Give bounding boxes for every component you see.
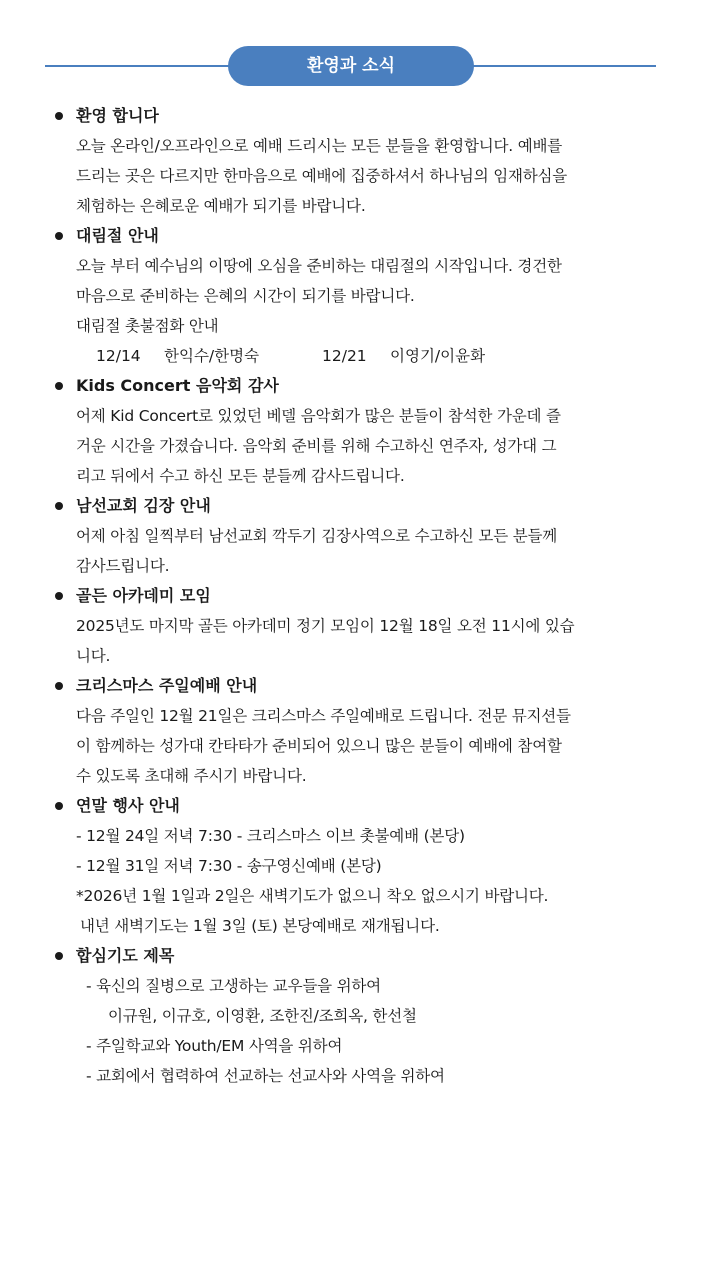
body-line: - 육신의 질병으로 고생하는 교우들을 위하여 (86, 977, 381, 995)
bullet-icon (55, 112, 63, 120)
body-line: 니다. (76, 647, 111, 665)
body-line: 드리는 곳은 다르지만 한마음으로 예배에 집중하셔서 하나님의 임재하심을 (76, 167, 568, 185)
body-line: 감사드립니다. (76, 557, 170, 575)
body-line: 어제 Kid Concert로 있었던 베델 음악회가 많은 분들이 참석한 가운데 즐 (76, 407, 561, 425)
section-golden-academy (52, 581, 672, 671)
section-title: 환영 합니다 (52, 101, 672, 131)
section-title: 대림절 안내 (52, 221, 672, 251)
header-rule-right (455, 65, 656, 67)
candle-schedule (52, 341, 672, 371)
section-year-end-events (52, 791, 672, 941)
section-kids-concert (52, 371, 672, 491)
bullet-icon (55, 502, 63, 510)
body-line: - 12월 31일 저녁 7:30 - 송구영신예배 (본당) (76, 857, 382, 875)
bullet-icon (55, 592, 63, 600)
header-rule-left (45, 65, 245, 67)
body-line: 마음으로 준비하는 은혜의 시간이 되기를 바랍니다. (76, 287, 415, 305)
body-line: 체험하는 은혜로운 예배가 되기를 바랍니다. (76, 197, 366, 215)
section-title: 합심기도 제목 (52, 941, 672, 971)
schedule-date: 12/14 (96, 347, 141, 365)
bullet-icon (55, 382, 63, 390)
schedule-names: 이영기/이윤화 (390, 347, 486, 365)
body-line: 거운 시간을 가졌습니다. 음악회 준비를 위해 수고하신 연주자, 성가대 그 (76, 437, 557, 455)
section-title: 크리스마스 주일예배 안내 (52, 671, 672, 701)
body-line: 내년 새벽기도는 1월 3일 (토) 본당예배로 재개됩니다. (80, 917, 440, 935)
body-line: 어제 아침 일찍부터 남선교회 깍두기 김장사역으로 수고하신 모든 분들께 (76, 527, 558, 545)
section-welcome (52, 101, 672, 221)
body-line: 다음 주일인 12월 21일은 크리스마스 주일예배로 드립니다. 전문 뮤지션들 (76, 707, 571, 725)
schedule-date: 12/21 (322, 347, 367, 365)
section-title: 연말 행사 안내 (52, 791, 672, 821)
body-line: 리고 뒤에서 수고 하신 모든 분들께 감사드립니다. (76, 467, 405, 485)
body-line: 이규원, 이규호, 이영환, 조한진/조희옥, 한선철 (108, 1007, 417, 1025)
section-title: 골든 아카데미 모임 (52, 581, 672, 611)
body-line: - 12월 24일 저녁 7:30 - 크리스마스 이브 촛불예배 (본당) (76, 827, 465, 845)
section-advent (52, 221, 672, 371)
body-line: - 교회에서 협력하여 선교하는 선교사와 사역을 위하여 (86, 1067, 445, 1085)
schedule-names: 한익수/한명숙 (164, 347, 260, 365)
section-title: 남선교회 김장 안내 (52, 491, 672, 521)
section-prayer (52, 941, 672, 1091)
body-line: *2026년 1월 1일과 2일은 새벽기도가 없으니 착오 없으시기 바랍니다. (76, 887, 549, 905)
bullet-icon (55, 802, 63, 810)
body-line: 오늘 부터 예수님의 이땅에 오심을 준비하는 대림절의 시작입니다. 경건한 (76, 257, 562, 275)
body-line: 대림절 촛불점화 안내 (76, 317, 219, 335)
header-title: 환영과 소식 (228, 46, 474, 86)
body-line: 이 함께하는 성가대 칸타타가 준비되어 있으니 많은 분들이 예배에 참여할 (76, 737, 562, 755)
bullet-icon (55, 682, 63, 690)
body-line: 수 있도록 초대해 주시기 바랍니다. (76, 767, 307, 785)
body-line: 2025년도 마지막 골든 아카데미 정기 모임이 12월 18일 오전 11시에 있습 (76, 617, 575, 635)
bullet-icon (55, 232, 63, 240)
body-line: 오늘 온라인/오프라인으로 예배 드리시는 모든 분들을 환영합니다. 예배를 (76, 137, 563, 155)
section-kimjang (52, 491, 672, 581)
section-christmas-service (52, 671, 672, 791)
bullet-icon (55, 952, 63, 960)
body-line: - 주일학교와 Youth/EM 사역을 위하여 (86, 1037, 343, 1055)
news-list (52, 101, 672, 1091)
section-header (0, 44, 706, 88)
section-title: Kids Concert 음악회 감사 (52, 371, 672, 401)
